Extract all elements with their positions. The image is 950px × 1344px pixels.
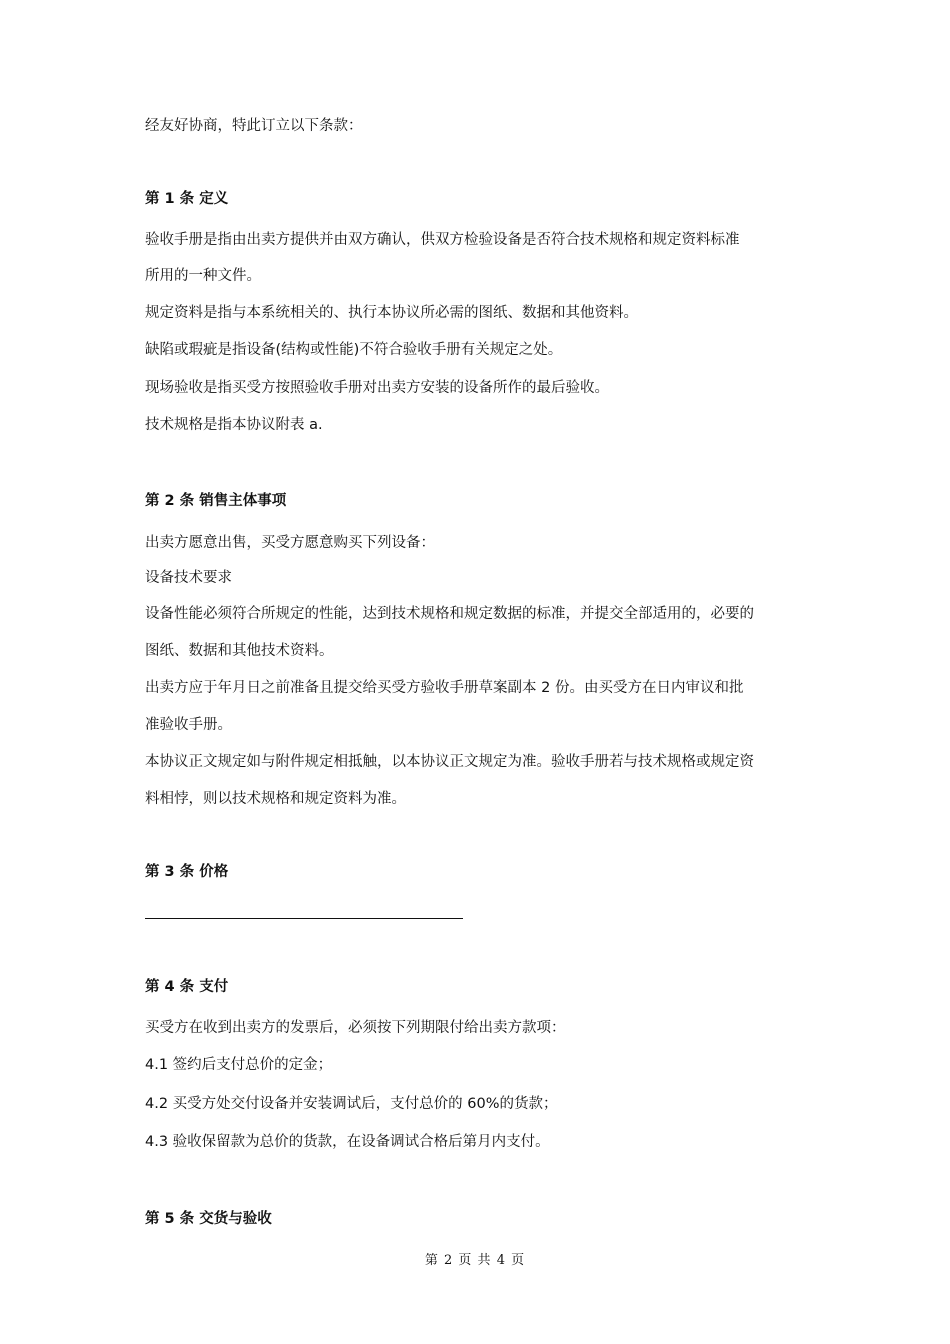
article-1-line: 所用的一种文件。 <box>145 268 261 284</box>
article-2-line: 本协议正文规定如与附件规定相抵触，以本协议正文规定为准。验收手册若与技术规格或规定资 <box>145 754 754 770</box>
article-4-line: 买受方在收到出卖方的发票后，必须按下列期限付给出卖方款项： <box>145 1020 566 1036</box>
article-3-heading: 第 3 条 价格 <box>145 864 229 880</box>
article-1-line: 规定资料是指与本系统相关的、执行本协议所必需的图纸、数据和其他资料。 <box>145 305 638 321</box>
article-1-heading: 第 1 条 定义 <box>145 191 229 207</box>
article-2-line: 图纸、数据和其他技术资料。 <box>145 643 334 659</box>
article-4-line: 4.3 验收保留款为总价的货款，在设备调试合格后第月内支付。 <box>145 1134 550 1150</box>
article-4-line: 4.1 签约后支付总价的定金； <box>145 1057 333 1073</box>
article-1-line: 验收手册是指由出卖方提供并由双方确认，供双方检验设备是否符合技术规格和规定资料标准 <box>145 232 740 248</box>
article-4-heading: 第 4 条 支付 <box>145 979 229 995</box>
article-2-line: 准验收手册。 <box>145 717 232 733</box>
article-2-line: 出卖方应于年月日之前准备且提交给买受方验收手册草案副本 2 份。由买受方在日内审议和批 <box>145 680 744 696</box>
page-footer: 第 2 页 共 4 页 <box>424 1253 526 1268</box>
article-1-line: 缺陷或瑕疵是指设备(结构或性能)不符合验收手册有关规定之处。 <box>145 342 563 358</box>
article-2-heading: 第 2 条 销售主体事项 <box>145 493 287 509</box>
article-1-line: 现场验收是指买受方按照验收手册对出卖方安装的设备所作的最后验收。 <box>145 380 609 396</box>
article-4-line: 4.2 买受方处交付设备并安装调试后，支付总价的 60%的货款； <box>145 1096 558 1112</box>
article-2-line: 出卖方愿意出售，买受方愿意购买下列设备： <box>145 535 435 551</box>
price-blank-line <box>145 918 463 919</box>
article-2-line: 料相悖，则以技术规格和规定资料为准。 <box>145 791 406 807</box>
article-2-line: 设备性能必须符合所规定的性能，达到技术规格和规定数据的标准，并提交全部适用的，必要的 <box>145 606 754 622</box>
article-5-heading: 第 5 条 交货与验收 <box>145 1211 272 1227</box>
article-2-line: 设备技术要求 <box>145 570 232 586</box>
article-1-line: 技术规格是指本协议附表 a. <box>145 417 323 433</box>
intro-text: 经友好协商，特此订立以下条款： <box>145 118 363 134</box>
